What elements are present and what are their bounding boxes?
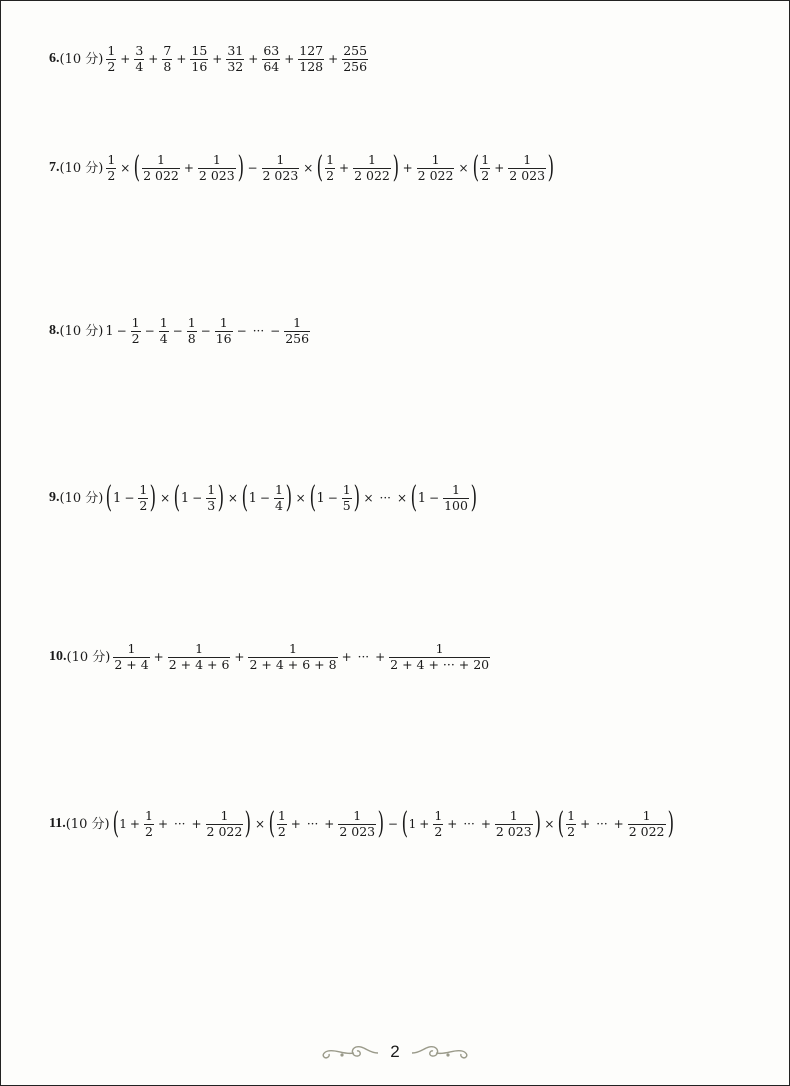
fraction: $\frac{1}{256}$ (285, 315, 310, 346)
right-paren: ) (217, 480, 225, 515)
right-paren: ) (534, 806, 541, 841)
problem-11 (49, 806, 674, 841)
times-sign: × (303, 161, 314, 175)
plus-sign: + (419, 817, 430, 831)
times-sign: × (396, 491, 408, 505)
integer: 1 (408, 817, 417, 831)
plus-sign: + (494, 161, 505, 175)
fraction: $\frac{1}{2 + 4}$ (114, 641, 149, 672)
fraction: $\frac{1}{2 + 4 + \cdot\cdot\cdot + 20}$ (390, 641, 490, 672)
left-paren: ( (401, 806, 409, 841)
plus-sign: + (176, 52, 187, 66)
times-sign: × (544, 817, 555, 831)
integer: 1 (113, 490, 122, 506)
fraction: $\frac{31}{32}$ (227, 43, 244, 74)
problem-8 (49, 317, 311, 345)
problem-6 (49, 45, 369, 73)
left-paren: ( (316, 150, 324, 185)
plus-sign: + (324, 817, 335, 831)
problem-10 (49, 643, 491, 671)
problem-9 (49, 480, 478, 515)
fraction: $\frac{7}{8}$ (163, 43, 172, 74)
plus-sign: + (120, 52, 131, 66)
fraction: $\frac{1}{2 022}$ (628, 808, 665, 839)
fraction: $\frac{1}{4}$ (159, 315, 168, 346)
plus-sign: + (284, 52, 295, 66)
integer: 1 (105, 323, 114, 339)
fraction: $\frac{1}{2 + 4 + 6}$ (168, 641, 230, 672)
minus-sign: − (429, 491, 440, 505)
fraction: $\frac{1}{2 023}$ (339, 808, 376, 839)
fraction: $\frac{1}{2 023}$ (495, 808, 532, 839)
plus-sign: + (341, 650, 352, 664)
integer: 1 (417, 490, 427, 506)
fraction: $\frac{3}{4}$ (135, 43, 144, 74)
fraction: $\frac{1}{3}$ (207, 482, 216, 513)
minus-sign: − (144, 324, 155, 338)
fraction: $\frac{1}{4}$ (274, 482, 283, 513)
plus-sign: + (328, 52, 339, 66)
left-paren: ( (133, 150, 141, 185)
fraction: $\frac{1}{2 022}$ (417, 152, 454, 183)
plus-sign: + (480, 817, 491, 831)
fraction: $\frac{15}{16}$ (191, 43, 208, 74)
problem-points: (10 分) (59, 490, 104, 506)
minus-sign: − (259, 491, 270, 505)
problem-number: 9. (49, 490, 60, 505)
times-sign: × (255, 817, 266, 831)
fraction: $\frac{1}{2}$ (481, 152, 490, 183)
ellipsis: ··· (174, 817, 186, 831)
plus-sign: + (339, 161, 350, 175)
minus-sign: − (116, 324, 127, 338)
left-paren: ( (558, 806, 565, 841)
ellipsis: ··· (252, 324, 265, 338)
times-sign: × (160, 491, 171, 505)
fraction: $\frac{1}{100}$ (444, 482, 468, 513)
minus-sign: − (270, 324, 281, 338)
plus-sign: + (157, 817, 168, 831)
left-paren: ( (410, 480, 418, 515)
plus-sign: + (613, 817, 624, 831)
fraction: $\frac{1}{2}$ (326, 152, 335, 183)
minus-sign: − (200, 324, 211, 338)
minus-sign: − (247, 161, 258, 175)
left-paren: ( (268, 806, 276, 841)
right-paren: ) (237, 150, 244, 185)
fraction: $\frac{1}{2 022}$ (143, 152, 179, 183)
minus-sign: − (124, 491, 135, 505)
plus-sign: + (183, 161, 194, 175)
fraction: $\frac{1}{2}$ (567, 808, 576, 839)
plus-sign: + (148, 52, 159, 66)
plus-sign: + (447, 817, 458, 831)
plus-sign: + (129, 817, 140, 831)
page-ornament (320, 1041, 469, 1063)
left-paren: ( (241, 480, 249, 515)
right-paren: ) (149, 480, 157, 515)
integer: 1 (316, 490, 325, 506)
fraction: $\frac{1}{2 022}$ (206, 808, 243, 839)
fraction: $\frac{1}{2}$ (139, 482, 148, 513)
right-paren: ) (392, 150, 399, 185)
fraction: $\frac{1}{5}$ (342, 482, 351, 513)
left-paren: ( (112, 806, 119, 841)
fraction: $\frac{1}{2}$ (131, 315, 140, 346)
plus-sign: + (402, 161, 413, 175)
plus-sign: + (580, 817, 591, 831)
right-flourish-icon (410, 1041, 470, 1063)
integer: 1 (180, 490, 190, 506)
right-paren: ) (244, 806, 252, 841)
fraction: $\frac{1}{16}$ (215, 315, 232, 346)
fraction: $\frac{1}{2 022}$ (354, 152, 390, 183)
minus-sign: − (387, 817, 398, 831)
right-paren: ) (377, 806, 385, 841)
problem-points: (10 分) (59, 51, 104, 67)
left-flourish-icon (320, 1041, 380, 1063)
ellipsis: ··· (379, 491, 391, 505)
problem-number: 8. (49, 323, 60, 338)
fraction: $\frac{127}{128}$ (299, 43, 324, 74)
ellipsis: ··· (596, 817, 608, 831)
minus-sign: − (327, 491, 338, 505)
fraction: $\frac{1}{2 023}$ (198, 152, 235, 183)
fraction: $\frac{1}{2}$ (107, 43, 116, 74)
fraction: $\frac{1}{2 023}$ (262, 152, 299, 183)
times-sign: × (458, 161, 469, 175)
page-footer (1, 1041, 789, 1063)
times-sign: × (363, 491, 374, 505)
times-sign: × (295, 491, 306, 505)
ellipsis: ··· (357, 650, 370, 664)
right-paren: ) (470, 480, 478, 515)
right-paren: ) (285, 480, 293, 515)
problem-points: (10 分) (66, 649, 111, 665)
left-paren: ( (105, 480, 113, 515)
minus-sign: − (192, 491, 203, 505)
left-paren: ( (472, 150, 479, 185)
plus-sign: + (153, 650, 164, 664)
plus-sign: + (375, 650, 386, 664)
minus-sign: − (236, 324, 247, 338)
plus-sign: + (248, 52, 259, 66)
plus-sign: + (191, 817, 202, 831)
plus-sign: + (212, 52, 223, 66)
fraction: $\frac{1}{2}$ (434, 808, 443, 839)
problem-points: (10 分) (65, 816, 110, 832)
times-sign: × (120, 161, 131, 175)
minus-sign: − (172, 324, 183, 338)
ellipsis: ··· (463, 817, 475, 831)
page-number: 2 (390, 1042, 400, 1061)
problem-number: 10. (49, 649, 67, 664)
fraction: $\frac{1}{2}$ (107, 152, 116, 183)
problem-points: (10 分) (59, 160, 104, 176)
times-sign: × (227, 491, 238, 505)
integer: 1 (248, 490, 257, 506)
left-paren: ( (309, 480, 316, 515)
fraction: $\frac{1}{2 + 4 + 6 + 8}$ (249, 641, 337, 672)
fraction: $\frac{63}{64}$ (263, 43, 280, 74)
plus-sign: + (290, 817, 301, 831)
problem-number: 6. (49, 51, 60, 66)
fraction: $\frac{255}{256}$ (343, 43, 368, 74)
fraction: $\frac{1}{8}$ (187, 315, 196, 346)
right-paren: ) (547, 150, 555, 185)
fraction: $\frac{1}{2 023}$ (509, 152, 546, 183)
integer: 1 (119, 817, 127, 831)
ellipsis: ··· (306, 817, 319, 831)
problem-points: (10 分) (59, 323, 104, 339)
plus-sign: + (234, 650, 245, 664)
fraction: $\frac{1}{2}$ (277, 808, 286, 839)
right-paren: ) (667, 806, 674, 841)
problem-7 (49, 150, 555, 185)
fraction: $\frac{1}{2}$ (144, 808, 153, 839)
problem-number: 7. (49, 160, 60, 175)
right-paren: ) (353, 480, 360, 515)
left-paren: ( (173, 480, 181, 515)
problem-number: 11. (49, 816, 66, 831)
